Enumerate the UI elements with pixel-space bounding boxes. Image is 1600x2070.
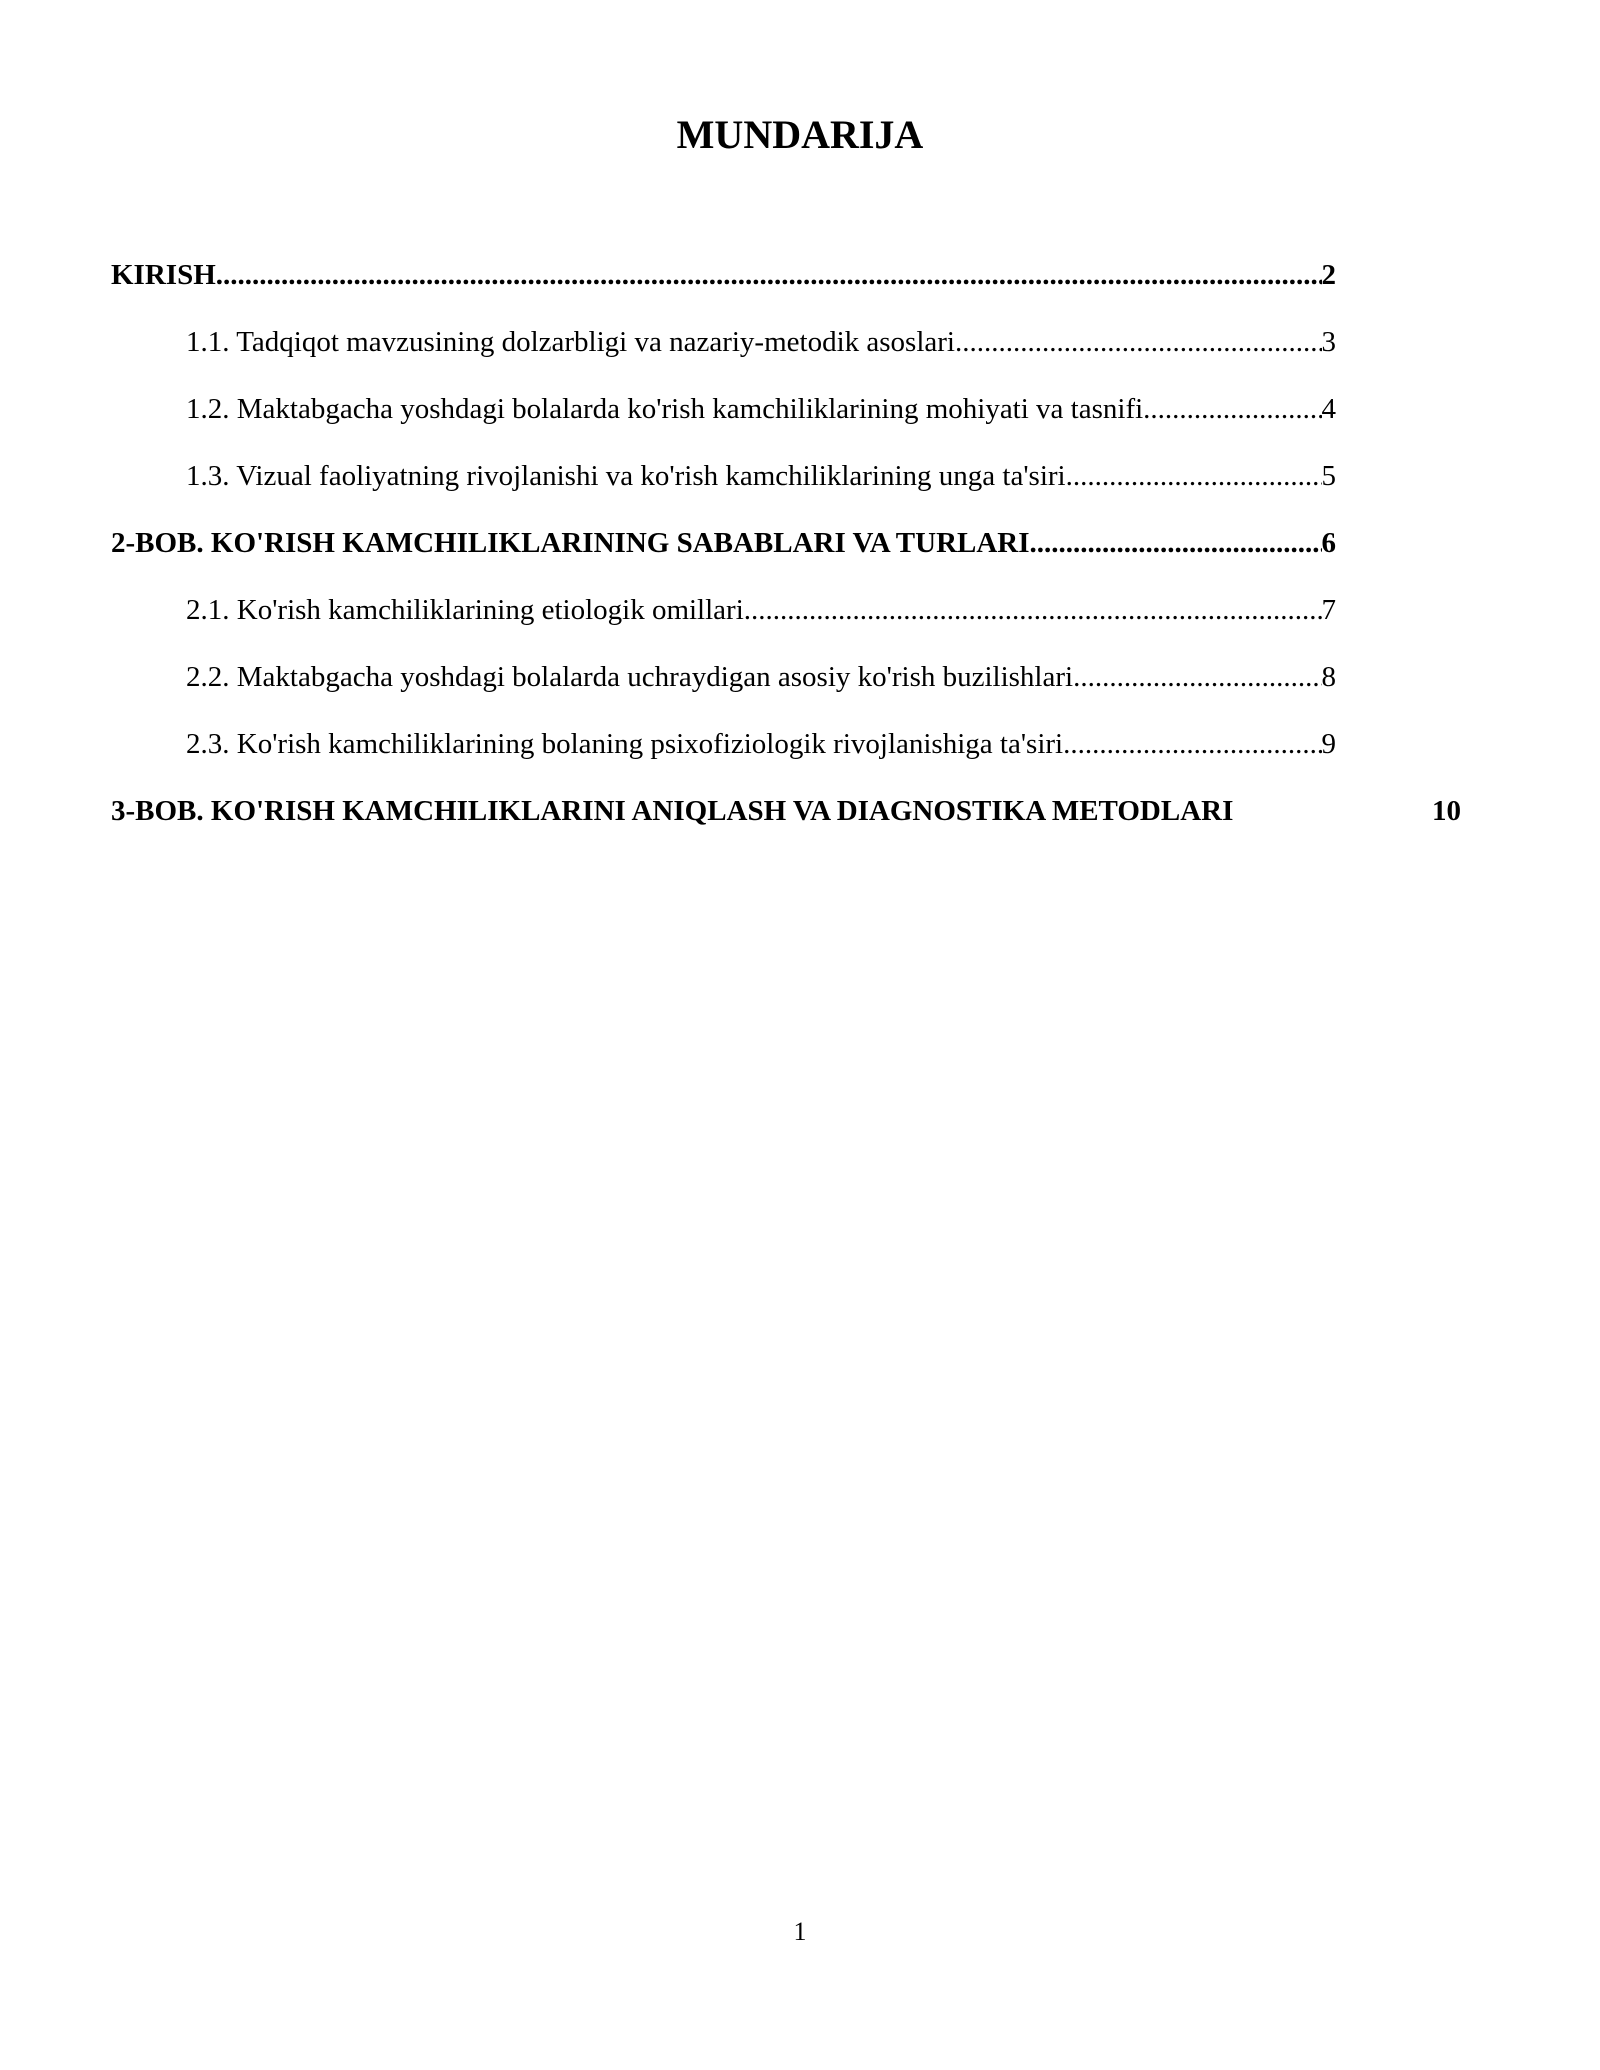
toc-entry-label: 2.1. Ko'rish kamchiliklarining etiologik omillari: [186, 594, 744, 626]
toc-entry-page: 5: [1321, 460, 1336, 492]
toc-entry-introduction[interactable]: [111, 255, 1336, 295]
toc-entry-1-3[interactable]: [186, 456, 1336, 496]
toc-leader-dots: [1063, 724, 1321, 764]
toc-entry-page: 4: [1321, 393, 1336, 425]
toc-leader-dots: [955, 322, 1322, 362]
toc-leader-dots: [1073, 657, 1321, 697]
toc-leader-dots: [216, 255, 1322, 295]
toc-entry-label: 3-BOB. KO'RISH KAMCHILIKLARINI ANIQLASH VA DIAGNOSTIKA METODLARI: [111, 795, 1234, 827]
toc-entry-1-2[interactable]: [186, 389, 1336, 429]
toc-leader-dots: [1143, 389, 1321, 429]
toc-entry-page: 3: [1321, 326, 1336, 358]
toc-entry-page: 10: [1432, 795, 1461, 827]
toc-entry-1-1[interactable]: [186, 322, 1336, 362]
toc-leader-dots: [1066, 456, 1322, 496]
toc-entry-label: 1.2. Maktabgacha yoshdagi bolalarda ko'rish kamchiliklarining mohiyati va tasnifi: [186, 393, 1144, 425]
toc-entry-chapter-3[interactable]: [111, 791, 1461, 831]
toc-entry-2-3[interactable]: [186, 724, 1336, 764]
toc-entry-label: 1.3. Vizual faoliyatning rivojlanishi va ko'rish kamchiliklarining unga ta'siri: [186, 460, 1066, 492]
toc-entry-page: 2: [1321, 259, 1336, 291]
toc-entry-2-1[interactable]: [186, 590, 1336, 630]
toc-entry-label: 2-BOB. KO'RISH KAMCHILIKLARINING SABABLARI VA TURLARI: [111, 527, 1030, 559]
toc-leader-dots: [1030, 523, 1322, 563]
toc-entry-label: KIRISH: [111, 259, 216, 291]
toc-entry-2-2[interactable]: [186, 657, 1336, 697]
toc-entry-label: 2.3. Ko'rish kamchiliklarining bolaning psixofiziologik rivojlanishiga ta'siri: [186, 728, 1064, 760]
toc-entry-chapter-2[interactable]: [111, 523, 1336, 563]
page-number: 1: [793, 1917, 807, 1946]
toc-entry-label: 1.1. Tadqiqot mavzusining dolzarbligi va nazariy-metodik asoslari: [186, 326, 955, 358]
toc-entry-page: 7: [1321, 594, 1336, 626]
toc-entry-page: 9: [1321, 728, 1336, 760]
toc-leader-dots: [744, 590, 1322, 630]
toc-entry-page: 8: [1321, 661, 1336, 693]
page-title: MUNDARIJA: [676, 112, 924, 157]
toc-entry-label: 2.2. Maktabgacha yoshdagi bolalarda uchraydigan asosiy ko'rish buzilishlari: [186, 661, 1074, 693]
toc-entry-page: 6: [1321, 527, 1336, 559]
